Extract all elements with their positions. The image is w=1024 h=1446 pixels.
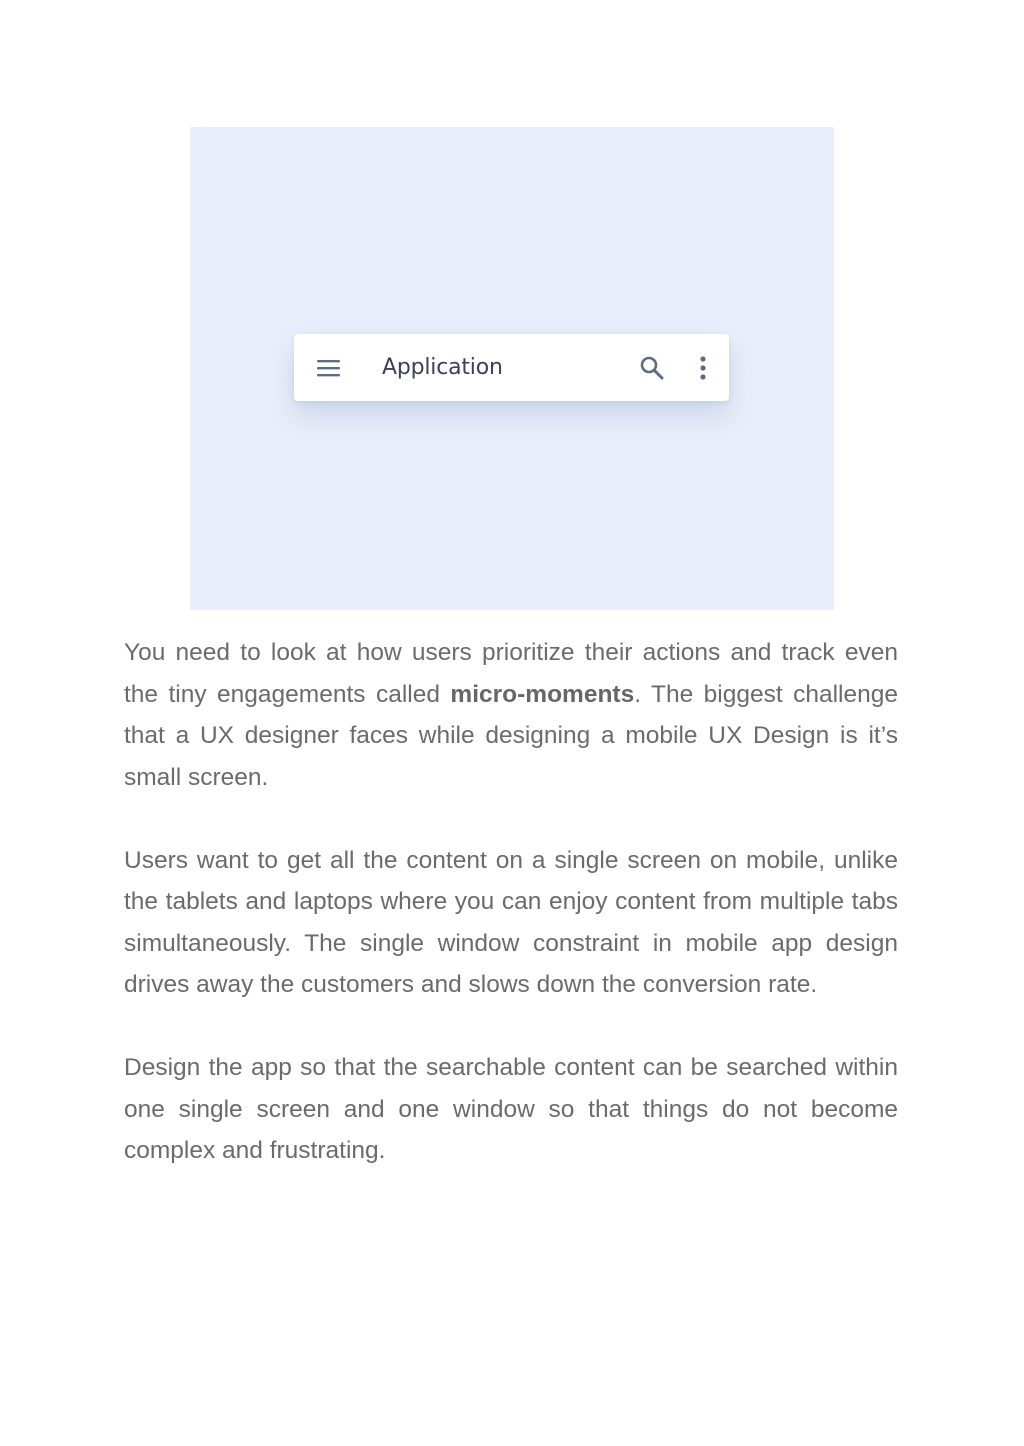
- micro-moments-term: micro-moments: [450, 680, 635, 708]
- app-bar-illustration: [190, 127, 834, 610]
- app-bar-title: Application: [382, 355, 503, 380]
- app-bar: [294, 334, 729, 401]
- paragraph-1-text-start: You need to look at how users prioritize their actions and track even the tiny engagements called: [124, 639, 898, 708]
- search-icon: [639, 355, 665, 381]
- paragraph-searchable-content: Design the app so that the searchable content can be searched within one single screen and one window so that things do not become complex and frustrating.: [124, 1054, 898, 1164]
- paragraph-single-screen: Users want to get all the content on a single screen on mobile, unlike the tablets and laptops where you can enjoy content from multiple tabs simultaneously. The single window constraint in mobile app design drives away the customers and slows down the conversion rate.: [124, 846, 898, 998]
- more-vert-icon: [694, 355, 712, 381]
- paragraph-micro-moments: [124, 632, 898, 798]
- article-body: [124, 632, 898, 1213]
- paragraph-1-text-end: . The biggest challenge that a UX designer faces while designing a mobile UX Design is it’s small screen.: [124, 680, 898, 791]
- menu-icon: [316, 357, 342, 379]
